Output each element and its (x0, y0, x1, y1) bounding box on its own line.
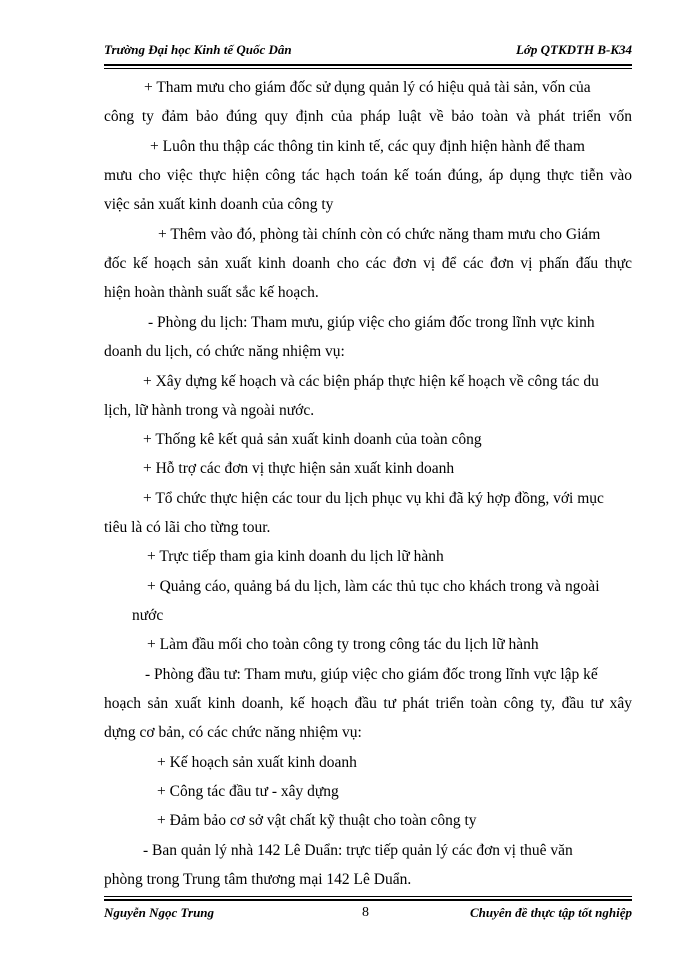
text-line: - Phòng du lịch: Tham mưu, giúp việc cho giám đốc trong lĩnh vực kinh (148, 314, 595, 331)
text-line: + Làm đầu mối cho toàn công ty trong công tác du lịch lữ hành (147, 636, 539, 653)
text-line: + Tổ chức thực hiện các tour du lịch phục vụ khi đã ký hợp đồng, với mục (143, 490, 604, 507)
text-line: lịch, lữ hành trong và ngoài nước. (104, 402, 315, 419)
text-line: + Xây dựng kế hoạch và các biện pháp thực hiện kế hoạch về công tác du (143, 373, 599, 390)
footer-author-name: Nguyễn Ngọc Trung (104, 905, 215, 920)
footer-rule-thick (104, 899, 632, 901)
page-footer (104, 905, 632, 925)
text-line: hoạch sản xuất kinh doanh, kế hoạch đầu tư phát triển toàn công ty, đầu tư xây (104, 695, 632, 712)
text-line: việc sản xuất kinh doanh của công ty (104, 196, 334, 213)
header-rule-thick (104, 64, 632, 66)
text-line: + Quảng cáo, quảng bá du lịch, làm các thủ tục cho khách trong và ngoài (147, 578, 600, 595)
text-line: doanh du lịch, có chức năng nhiệm vụ: (104, 343, 345, 360)
footer-document-title: Chuyên đề thực tập tốt nghiệp (470, 905, 632, 920)
header-rule-thin (104, 68, 632, 69)
page-number: 8 (362, 905, 369, 920)
footer-rule-thin (104, 896, 632, 897)
text-line: + Hỗ trợ các đơn vị thực hiện sản xuất kinh doanh (143, 460, 455, 477)
text-line: - Ban quản lý nhà 142 Lê Duẩn: trực tiếp quản lý các đơn vị thuê văn (143, 842, 573, 859)
text-line: + Trực tiếp tham gia kinh doanh du lịch lữ hành (147, 548, 444, 565)
text-line: nước (132, 607, 164, 624)
text-line: mưu cho việc thực hiện công tác hạch toán kế toán đúng, áp dụng thực tiễn vào (104, 167, 632, 184)
text-line: đốc kế hoạch sản xuất kinh doanh cho các đơn vị để các đơn vị phấn đấu thực (104, 255, 632, 272)
text-line: phòng trong Trung tâm thương mại 142 Lê Duẩn. (104, 871, 412, 888)
text-line: + Thêm vào đó, phòng tài chính còn có chức năng tham mưu cho Giám (158, 226, 601, 243)
header-school-name: Trường Đại học Kinh tế Quốc Dân (104, 42, 292, 57)
text-line: + Tham mưu cho giám đốc sử dụng quản lý có hiệu quả tài sản, vốn của (144, 79, 591, 96)
text-line: + Kế hoạch sản xuất kinh doanh (157, 754, 357, 771)
header-class-name: Lớp QTKDTH B-K34 (515, 42, 632, 57)
text-line: + Luôn thu thập các thông tin kinh tế, các quy định hiện hành để tham (150, 138, 585, 155)
text-line: công ty đảm bảo đúng quy định của pháp luật về bảo toàn và phát triển vốn (104, 108, 632, 125)
text-line: + Đảm bảo cơ sở vật chất kỹ thuật cho toàn công ty (157, 812, 477, 829)
text-line: + Công tác đầu tư - xây dựng (157, 783, 339, 800)
text-line: hiện hoàn thành suất sắc kế hoạch. (104, 284, 319, 301)
text-line: + Thống kê kết quả sản xuất kinh doanh của toàn công (143, 431, 482, 448)
text-line: tiêu là có lãi cho từng tour. (104, 519, 271, 536)
page-header (104, 40, 632, 62)
text-line: - Phòng đầu tư: Tham mưu, giúp việc cho giám đốc trong lĩnh vực lập kế (145, 666, 598, 683)
text-line: dựng cơ bản, có các chức năng nhiệm vụ: (104, 724, 362, 741)
